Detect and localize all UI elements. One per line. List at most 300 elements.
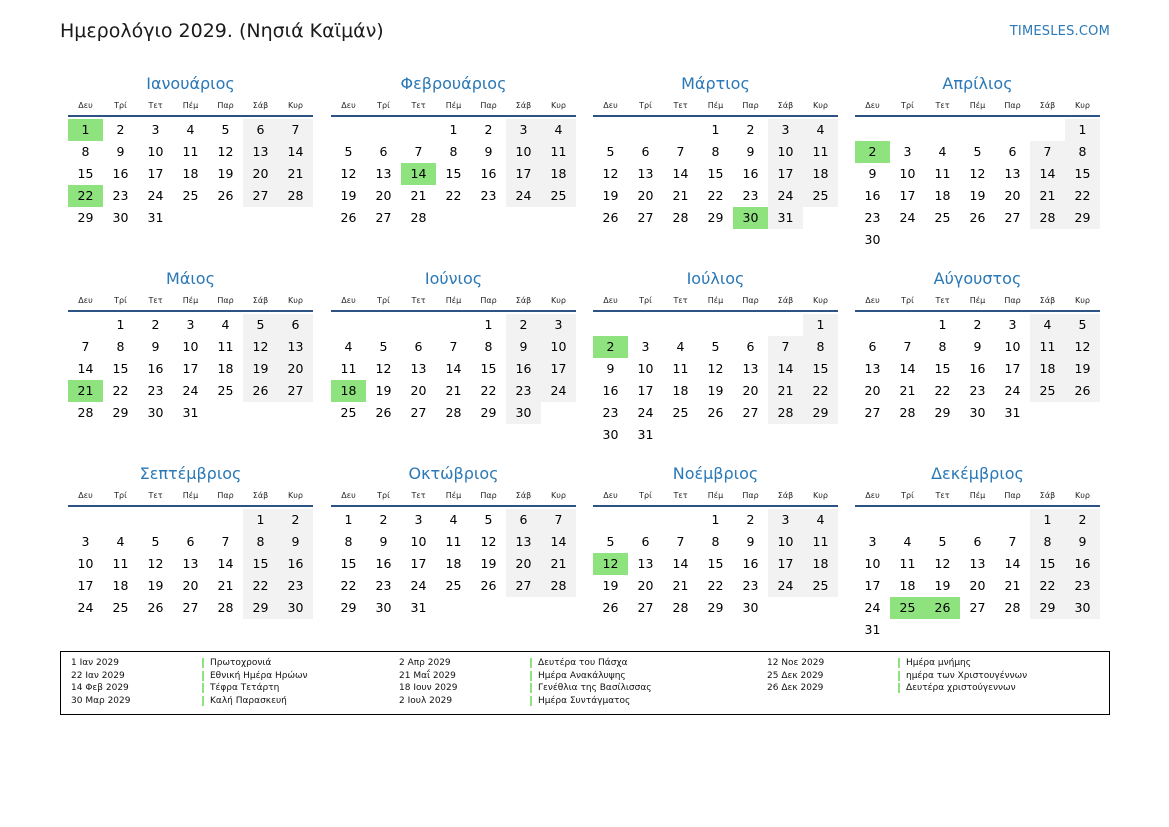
month-name: Ιούλιος xyxy=(686,269,745,288)
day-cell: 15 xyxy=(803,358,838,380)
day-cell: 24 xyxy=(864,600,881,615)
empty-cell xyxy=(173,509,208,531)
day-cell: 16 xyxy=(278,553,313,575)
day-cell: 24 xyxy=(541,380,576,402)
day-cell: 26 xyxy=(217,188,234,203)
day-cell: 24 xyxy=(768,575,803,597)
day-cell: 15 xyxy=(707,556,724,571)
empty-cell xyxy=(663,314,698,336)
day-cell: 9 xyxy=(151,339,160,354)
day-cell: 29 xyxy=(934,405,951,420)
day-cell: 2 xyxy=(116,122,125,137)
day-cell: 3 xyxy=(868,534,877,549)
weekday-label: Παρ xyxy=(480,295,497,305)
empty-cell xyxy=(593,119,628,141)
empty-cell xyxy=(436,314,471,336)
day-cell: 15 xyxy=(1065,163,1100,185)
day-cell: 29 xyxy=(340,600,357,615)
day-cell: 3 xyxy=(414,512,423,527)
day-cell: 4 xyxy=(449,512,458,527)
holiday-day: 2 xyxy=(593,336,628,358)
day-cell: 19 xyxy=(243,358,278,380)
day-cell: 4 xyxy=(221,317,230,332)
weekday-label: Τρί xyxy=(114,100,127,110)
day-cell: 22 xyxy=(1030,575,1065,597)
legend-row xyxy=(61,695,390,708)
day-cell: 4 xyxy=(903,534,912,549)
day-cell: 19 xyxy=(147,578,164,593)
weekday-label: Δευ xyxy=(603,490,618,500)
day-cell: 28 xyxy=(1030,207,1065,229)
legend-column xyxy=(389,657,718,707)
day-grid xyxy=(855,314,1100,424)
day-cell: 16 xyxy=(375,556,392,571)
day-cell: 25 xyxy=(445,578,462,593)
day-cell: 25 xyxy=(541,185,576,207)
weekday-label: Πέμ xyxy=(707,295,724,305)
weekday-label: Τετ xyxy=(148,490,163,500)
empty-cell xyxy=(366,314,401,336)
empty-cell xyxy=(960,509,995,531)
holiday-day: 21 xyxy=(68,380,103,402)
weekday-label: Τετ xyxy=(673,490,688,500)
holiday-marker xyxy=(202,658,204,668)
day-cell: 12 xyxy=(480,534,497,549)
legend-row xyxy=(61,670,390,683)
empty-cell xyxy=(855,314,890,336)
weekday-label: Παρ xyxy=(742,490,759,500)
day-cell: 30 xyxy=(147,405,164,420)
day-cell: 4 xyxy=(344,339,353,354)
weekday-label: Δευ xyxy=(78,490,93,500)
day-cell: 20 xyxy=(278,358,313,380)
day-cell: 8 xyxy=(1030,531,1065,553)
empty-cell xyxy=(208,509,243,531)
holiday-date: 12 Νοε 2029 xyxy=(767,658,825,669)
weekday-label: Τετ xyxy=(673,100,688,110)
day-cell: 6 xyxy=(278,314,313,336)
day-cell: 19 xyxy=(1065,358,1100,380)
day-cell: 19 xyxy=(707,383,724,398)
day-cell: 28 xyxy=(1004,600,1021,615)
day-cell: 15 xyxy=(340,556,357,571)
day-cell: 21 xyxy=(410,188,427,203)
weekday-header xyxy=(68,95,313,117)
weekday-label: Παρ xyxy=(1004,295,1021,305)
empty-cell xyxy=(995,509,1030,531)
weekday-label: Κυρ xyxy=(288,295,303,305)
day-cell: 16 xyxy=(864,188,881,203)
day-cell: 30 xyxy=(969,405,986,420)
day-cell: 1 xyxy=(1065,119,1100,141)
day-cell: 21 xyxy=(541,553,576,575)
holiday-date: 2 Ιουλ 2029 xyxy=(399,695,453,706)
weekday-label: Δευ xyxy=(78,295,93,305)
weekday-label: Κυρ xyxy=(813,295,828,305)
day-cell: 3 xyxy=(186,317,195,332)
day-cell: 17 xyxy=(506,163,541,185)
day-cell: 28 xyxy=(768,402,803,424)
weekday-label: Τρί xyxy=(901,490,914,500)
weekday-label: Σάβ xyxy=(1039,490,1056,500)
site-link[interactable]: TIMESLES.COM xyxy=(1009,24,1110,39)
empty-cell xyxy=(925,119,960,141)
day-cell: 21 xyxy=(768,380,803,402)
empty-cell xyxy=(855,509,890,531)
day-cell: 23 xyxy=(506,380,541,402)
day-cell: 17 xyxy=(541,358,576,380)
month-name: Ιούνιος xyxy=(424,269,483,288)
holiday-date: 30 Μαρ 2029 xyxy=(71,695,131,706)
day-cell: 28 xyxy=(672,600,689,615)
day-cell: 16 xyxy=(112,166,129,181)
day-cell: 11 xyxy=(182,144,199,159)
day-cell: 7 xyxy=(221,534,230,549)
day-cell: 28 xyxy=(899,405,916,420)
day-cell: 22 xyxy=(707,578,724,593)
weekday-label: Παρ xyxy=(217,295,234,305)
day-cell: 20 xyxy=(637,188,654,203)
empty-cell xyxy=(331,314,366,336)
weekday-label: Κυρ xyxy=(1075,295,1090,305)
day-cell: 16 xyxy=(480,166,497,181)
day-cell: 11 xyxy=(934,166,951,181)
legend-column xyxy=(757,657,1086,695)
holiday-name: Ημέρα μνήμης xyxy=(906,658,972,669)
day-cell: 13 xyxy=(637,556,654,571)
day-cell: 25 xyxy=(803,575,838,597)
day-cell: 25 xyxy=(934,210,951,225)
day-cell: 18 xyxy=(899,578,916,593)
day-cell: 22 xyxy=(112,383,129,398)
weekday-label: Τετ xyxy=(935,295,950,305)
day-cell: 11 xyxy=(541,141,576,163)
weekday-label: Πέμ xyxy=(969,295,986,305)
day-cell: 14 xyxy=(77,361,94,376)
day-cell: 27 xyxy=(969,600,986,615)
weekday-label: Πέμ xyxy=(182,295,199,305)
day-cell: 4 xyxy=(116,534,125,549)
empty-cell xyxy=(698,314,733,336)
day-cell: 19 xyxy=(602,578,619,593)
day-cell: 18 xyxy=(672,383,689,398)
day-cell: 6 xyxy=(186,534,195,549)
day-cell: 18 xyxy=(182,166,199,181)
day-cell: 23 xyxy=(375,578,392,593)
month-7 xyxy=(593,268,838,446)
weekday-label: Τρί xyxy=(639,295,652,305)
day-cell: 12 xyxy=(707,361,724,376)
day-cell: 26 xyxy=(340,210,357,225)
holiday-day: 25 xyxy=(890,597,925,619)
empty-cell xyxy=(855,119,890,141)
empty-cell xyxy=(663,509,698,531)
day-cell: 14 xyxy=(672,556,689,571)
day-cell: 24 xyxy=(77,600,94,615)
day-cell: 1 xyxy=(116,317,125,332)
day-cell: 11 xyxy=(899,556,916,571)
day-cell: 1 xyxy=(449,122,458,137)
day-cell: 5 xyxy=(1065,314,1100,336)
day-cell: 10 xyxy=(899,166,916,181)
day-cell: 19 xyxy=(480,556,497,571)
day-cell: 13 xyxy=(742,361,759,376)
day-cell: 1 xyxy=(803,314,838,336)
weekday-header xyxy=(331,95,576,117)
day-cell: 2 xyxy=(506,314,541,336)
day-cell: 4 xyxy=(676,339,685,354)
month-4 xyxy=(855,73,1100,251)
weekday-label: Πέμ xyxy=(445,295,462,305)
weekday-label: Σάβ xyxy=(777,295,794,305)
weekday-header xyxy=(855,485,1100,507)
empty-cell xyxy=(68,509,103,531)
day-cell: 14 xyxy=(445,361,462,376)
weekday-label: Κυρ xyxy=(1075,490,1090,500)
weekday-label: Σάβ xyxy=(515,295,532,305)
day-cell: 14 xyxy=(541,531,576,553)
day-grid xyxy=(68,119,313,229)
day-cell: 25 xyxy=(672,405,689,420)
weekday-label: Τρί xyxy=(639,100,652,110)
holiday-name: ημέρα των Χριστουγέννων xyxy=(906,670,1028,681)
day-cell: 14 xyxy=(1030,163,1065,185)
day-cell: 23 xyxy=(147,383,164,398)
day-cell: 29 xyxy=(112,405,129,420)
holiday-marker xyxy=(202,683,204,693)
weekday-label: Τετ xyxy=(673,295,688,305)
day-grid xyxy=(331,314,576,424)
day-cell: 21 xyxy=(217,578,234,593)
day-cell: 1 xyxy=(711,122,720,137)
day-cell: 11 xyxy=(340,361,357,376)
day-grid xyxy=(331,119,576,229)
weekday-label: Παρ xyxy=(480,100,497,110)
weekday-header xyxy=(68,485,313,507)
day-cell: 15 xyxy=(445,166,462,181)
holiday-day: 1 xyxy=(68,119,103,141)
day-cell: 6 xyxy=(746,339,755,354)
holiday-name: Τέφρα Τετάρτη xyxy=(210,683,280,694)
day-cell: 13 xyxy=(864,361,881,376)
day-cell: 1 xyxy=(484,317,493,332)
empty-cell xyxy=(663,119,698,141)
day-cell: 25 xyxy=(803,185,838,207)
day-cell: 27 xyxy=(375,210,392,225)
weekday-label: Κυρ xyxy=(813,100,828,110)
weekday-label: Πέμ xyxy=(445,100,462,110)
day-cell: 10 xyxy=(864,556,881,571)
day-cell: 5 xyxy=(243,314,278,336)
day-grid xyxy=(855,509,1100,641)
weekday-label: Παρ xyxy=(1004,490,1021,500)
weekday-header xyxy=(855,95,1100,117)
day-cell: 9 xyxy=(973,339,982,354)
day-cell: 26 xyxy=(375,405,392,420)
holiday-date: 14 Φεβ 2029 xyxy=(71,683,129,694)
day-cell: 8 xyxy=(449,144,458,159)
day-cell: 2 xyxy=(973,317,982,332)
day-cell: 10 xyxy=(1004,339,1021,354)
day-cell: 16 xyxy=(742,556,759,571)
day-cell: 4 xyxy=(186,122,195,137)
day-cell: 27 xyxy=(243,185,278,207)
day-cell: 11 xyxy=(803,141,838,163)
weekday-label: Τρί xyxy=(114,490,127,500)
month-9 xyxy=(68,463,313,619)
page-title: Ημερολόγιο 2029. (Νησιά Καϊμάν) xyxy=(60,20,384,42)
day-grid xyxy=(855,119,1100,251)
weekday-label: Πέμ xyxy=(969,490,986,500)
month-name: Δεκέμβριος xyxy=(931,464,1024,483)
day-cell: 27 xyxy=(637,600,654,615)
day-cell: 29 xyxy=(77,210,94,225)
day-cell: 24 xyxy=(1004,383,1021,398)
day-cell: 9 xyxy=(606,361,615,376)
day-cell: 8 xyxy=(711,534,720,549)
day-cell: 21 xyxy=(672,188,689,203)
day-cell: 6 xyxy=(414,339,423,354)
day-cell: 1 xyxy=(243,509,278,531)
day-cell: 31 xyxy=(637,427,654,442)
day-cell: 20 xyxy=(864,383,881,398)
day-cell: 17 xyxy=(77,578,94,593)
day-cell: 31 xyxy=(410,600,427,615)
day-cell: 10 xyxy=(768,141,803,163)
day-cell: 1 xyxy=(344,512,353,527)
empty-cell xyxy=(890,509,925,531)
empty-cell xyxy=(628,314,663,336)
empty-cell xyxy=(925,509,960,531)
day-cell: 12 xyxy=(340,166,357,181)
day-cell: 27 xyxy=(1004,210,1021,225)
day-cell: 22 xyxy=(934,383,951,398)
day-cell: 22 xyxy=(1065,185,1100,207)
day-cell: 10 xyxy=(541,336,576,358)
holiday-date: 2 Απρ 2029 xyxy=(399,658,451,669)
day-cell: 14 xyxy=(672,166,689,181)
day-cell: 1 xyxy=(711,512,720,527)
holiday-date: 21 Μαΐ 2029 xyxy=(399,670,456,681)
day-cell: 30 xyxy=(112,210,129,225)
weekday-label: Πέμ xyxy=(969,100,986,110)
day-cell: 29 xyxy=(707,600,724,615)
holiday-day: 22 xyxy=(68,185,103,207)
weekday-label: Τετ xyxy=(411,295,426,305)
holiday-day: 2 xyxy=(855,141,890,163)
day-cell: 29 xyxy=(243,597,278,619)
day-cell: 20 xyxy=(243,163,278,185)
weekday-label: Κυρ xyxy=(288,100,303,110)
day-cell: 23 xyxy=(742,578,759,593)
holiday-marker xyxy=(202,671,204,681)
month-12 xyxy=(855,463,1100,641)
day-cell: 9 xyxy=(746,144,755,159)
weekday-label: Τρί xyxy=(901,295,914,305)
day-grid xyxy=(593,509,838,619)
day-cell: 1 xyxy=(938,317,947,332)
weekday-label: Παρ xyxy=(217,100,234,110)
legend-row xyxy=(389,657,718,670)
day-cell: 8 xyxy=(938,339,947,354)
day-cell: 13 xyxy=(182,556,199,571)
day-cell: 30 xyxy=(602,427,619,442)
weekday-label: Τετ xyxy=(935,100,950,110)
day-cell: 23 xyxy=(1065,575,1100,597)
day-cell: 22 xyxy=(707,188,724,203)
day-cell: 1 xyxy=(1030,509,1065,531)
day-cell: 12 xyxy=(147,556,164,571)
day-cell: 17 xyxy=(768,163,803,185)
day-cell: 2 xyxy=(746,512,755,527)
day-cell: 6 xyxy=(243,119,278,141)
day-cell: 28 xyxy=(672,210,689,225)
weekday-header xyxy=(593,290,838,312)
day-cell: 4 xyxy=(803,119,838,141)
weekday-header xyxy=(593,485,838,507)
day-cell: 27 xyxy=(182,600,199,615)
day-cell: 17 xyxy=(768,553,803,575)
day-cell: 4 xyxy=(1030,314,1065,336)
day-cell: 16 xyxy=(506,358,541,380)
holiday-name: Ημέρα Ανακάλυψης xyxy=(538,670,626,681)
day-cell: 27 xyxy=(506,575,541,597)
holiday-day: 26 xyxy=(925,597,960,619)
day-cell: 13 xyxy=(1004,166,1021,181)
empty-cell xyxy=(960,119,995,141)
day-cell: 11 xyxy=(112,556,129,571)
day-cell: 18 xyxy=(541,163,576,185)
day-cell: 15 xyxy=(934,361,951,376)
day-cell: 10 xyxy=(77,556,94,571)
day-cell: 7 xyxy=(768,336,803,358)
day-cell: 6 xyxy=(1008,144,1017,159)
holiday-name: Γενέθλια της Βασίλισσας xyxy=(538,683,652,694)
day-cell: 7 xyxy=(278,119,313,141)
weekday-label: Δευ xyxy=(78,100,93,110)
weekday-label: Τρί xyxy=(377,490,390,500)
day-cell: 2 xyxy=(746,122,755,137)
weekday-label: Τρί xyxy=(377,295,390,305)
holiday-day: 14 xyxy=(401,163,436,185)
day-cell: 15 xyxy=(243,553,278,575)
day-cell: 3 xyxy=(151,122,160,137)
weekday-label: Κυρ xyxy=(1075,100,1090,110)
day-cell: 20 xyxy=(969,578,986,593)
day-cell: 10 xyxy=(506,141,541,163)
month-5 xyxy=(68,268,313,424)
weekday-label: Παρ xyxy=(742,295,759,305)
day-cell: 10 xyxy=(637,361,654,376)
weekday-label: Πέμ xyxy=(182,100,199,110)
day-cell: 14 xyxy=(768,358,803,380)
day-cell: 5 xyxy=(221,122,230,137)
weekday-label: Τρί xyxy=(901,100,914,110)
empty-cell xyxy=(331,119,366,141)
day-cell: 28 xyxy=(217,600,234,615)
holiday-date: 26 Δεκ 2029 xyxy=(767,683,824,694)
day-cell: 2 xyxy=(379,512,388,527)
day-cell: 17 xyxy=(147,166,164,181)
empty-cell xyxy=(103,509,138,531)
day-cell: 25 xyxy=(340,405,357,420)
day-cell: 12 xyxy=(969,166,986,181)
day-cell: 26 xyxy=(1065,380,1100,402)
weekday-label: Δευ xyxy=(865,100,880,110)
holiday-date: 25 Δεκ 2029 xyxy=(767,670,824,681)
day-cell: 31 xyxy=(147,210,164,225)
day-cell: 11 xyxy=(803,531,838,553)
